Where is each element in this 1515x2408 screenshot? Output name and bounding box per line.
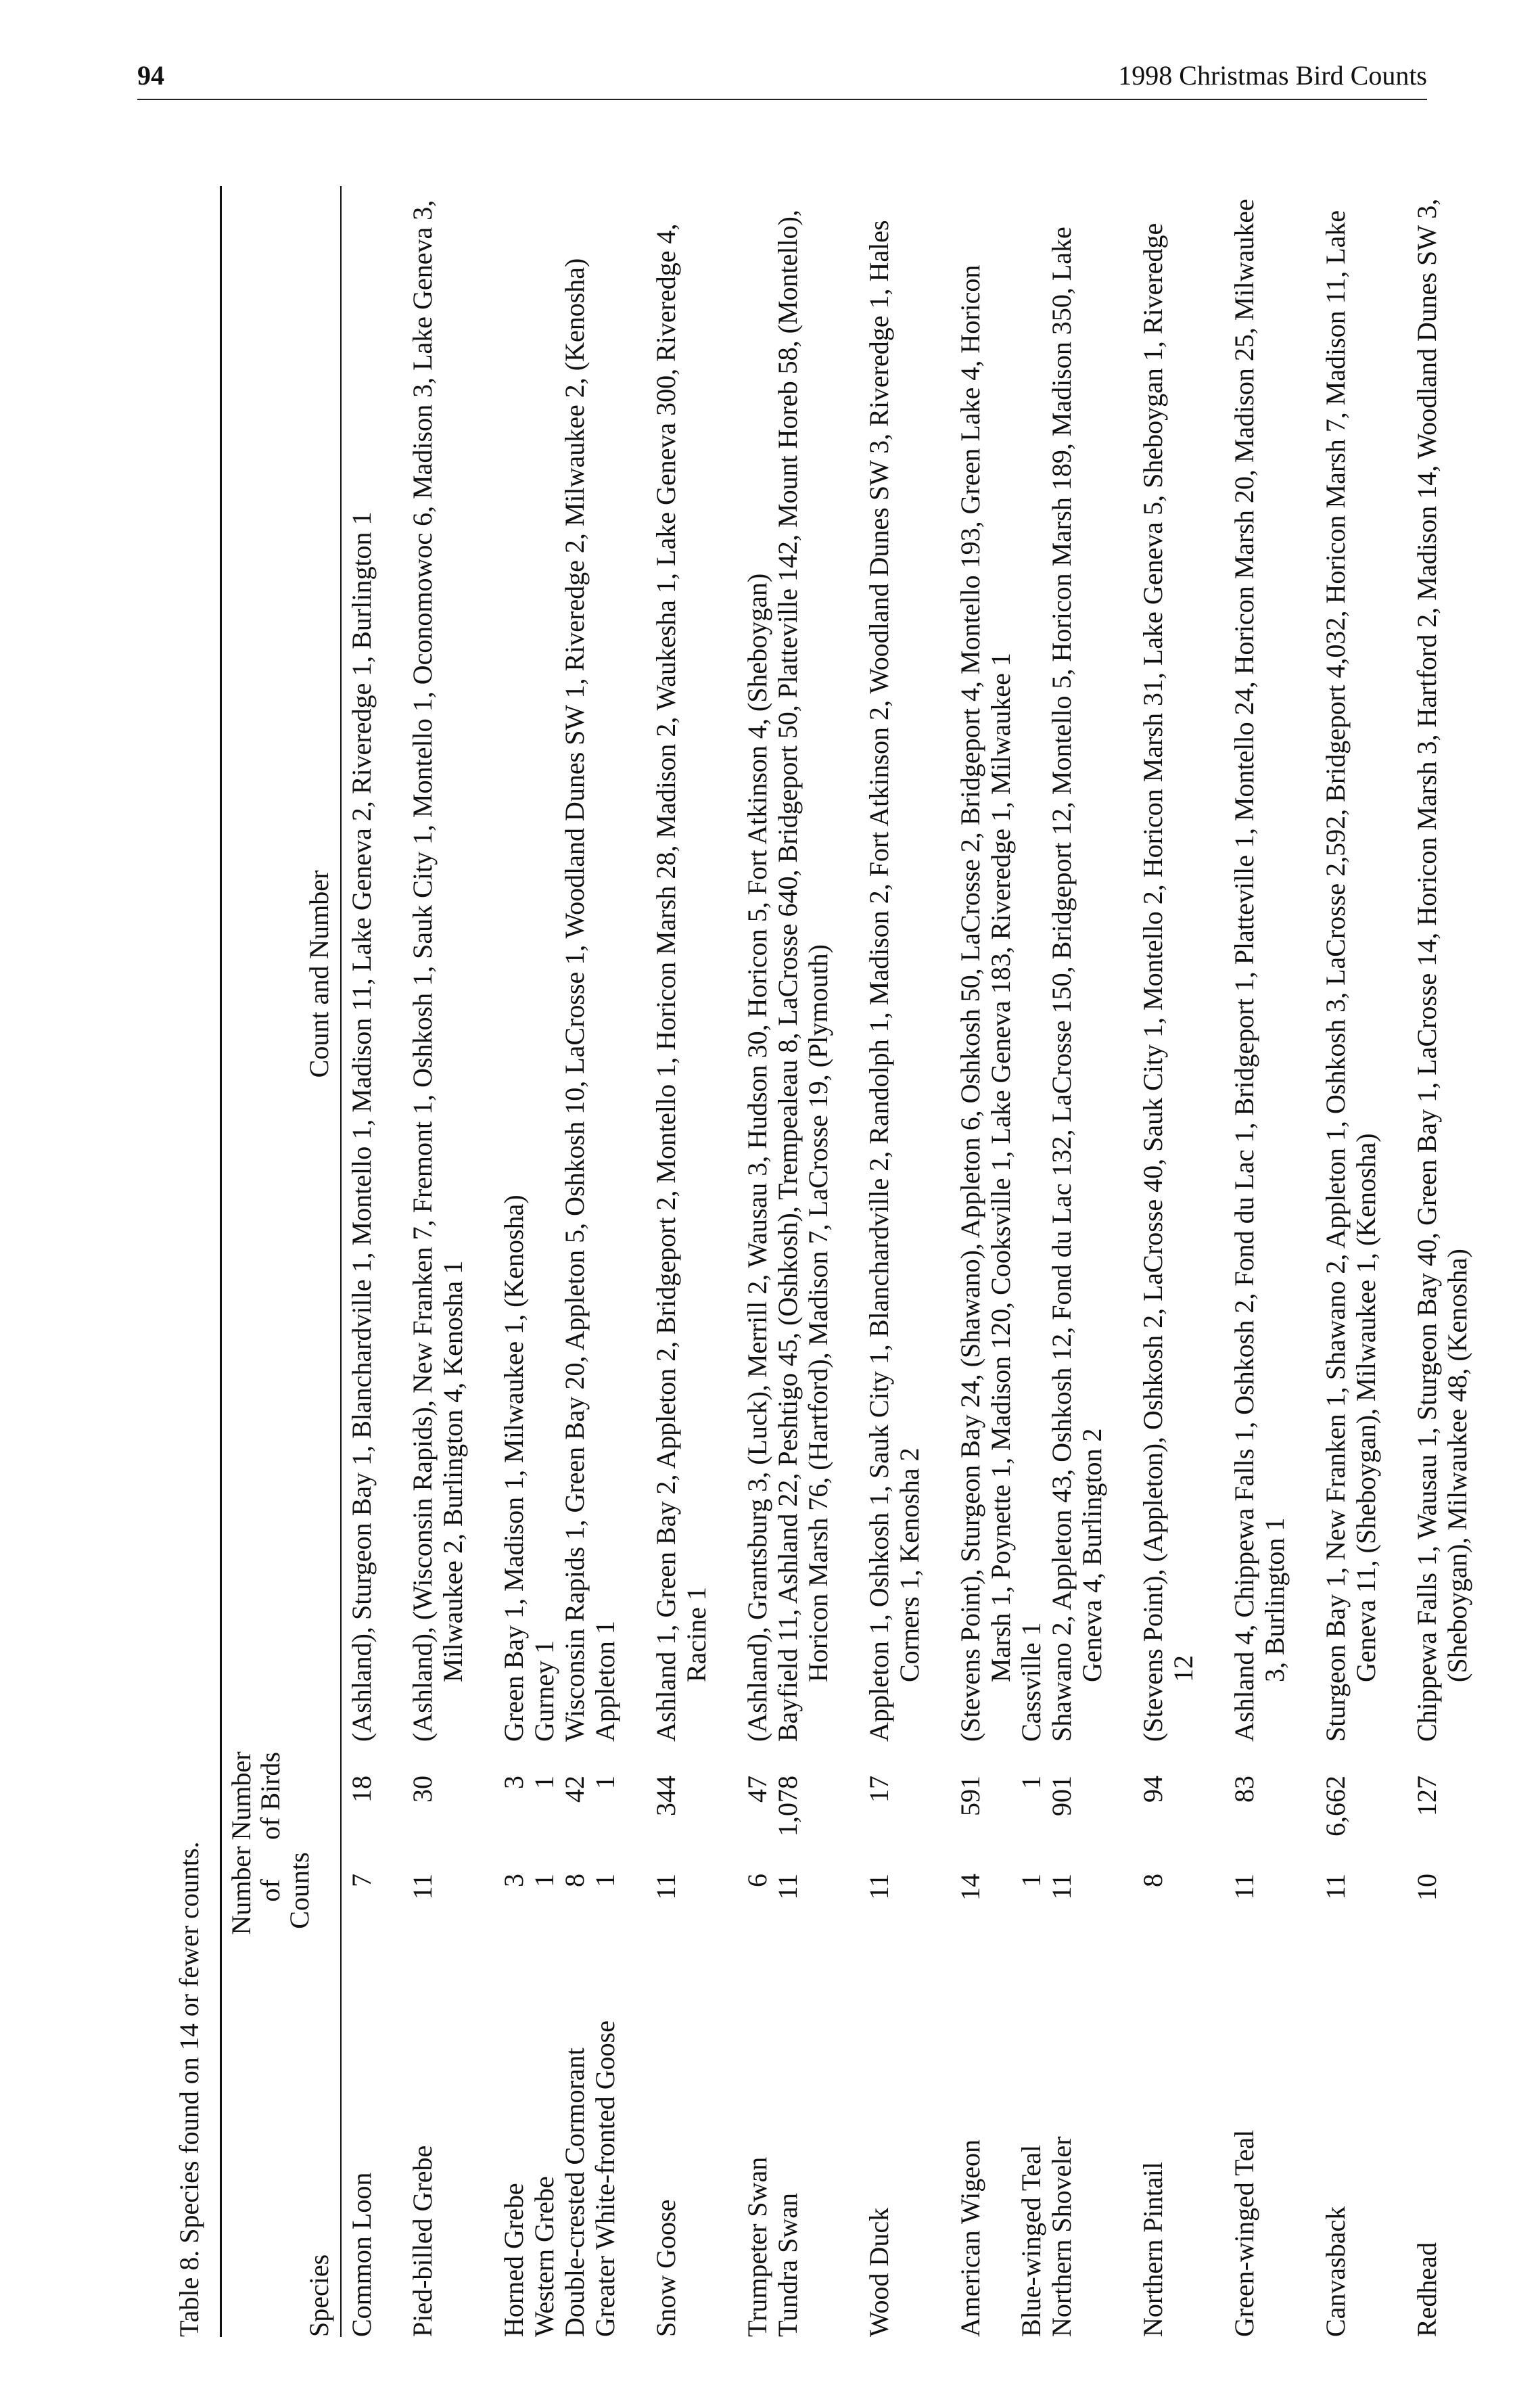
table-row — [955, 186, 1016, 2337]
birds-cell: 83 — [1229, 1776, 1259, 1803]
birds-cell: 30 — [407, 1776, 438, 1803]
birds-cell: 1 — [590, 1776, 620, 1789]
species-cell: Northern Pintail — [1138, 2162, 1168, 2337]
count-and-number-cell: Wisconsin Rapids 1, Green Bay 20, Appleton 5, Oshkosh 10, LaCrosse 1, Woodland Dunes SW 1, Riveredge 2, Milwaukee 2, (Kenosha) — [559, 258, 590, 1742]
birds-cell: 1 — [529, 1776, 559, 1789]
count-and-number-cell: Green Bay 1, Madison 1, Milwaukee 1, (Kenosha) — [498, 1195, 529, 1742]
count-and-number-cell: Appleton 1, Oshkosh 1, Sauk City 1, Blanchardville 2, Randolph 1, Madison 2, Fort Atkinson 2, Woodland Dunes SW 3, Riveredge 1, Hales Corners 1, Kenosha 2 — [864, 220, 925, 1742]
birds-cell: 344 — [651, 1776, 681, 1816]
species-table — [169, 186, 1472, 2337]
table-row — [1320, 186, 1381, 2337]
counts-cell: 1 — [590, 1874, 620, 1887]
table-row — [1046, 186, 1107, 2337]
table-row — [346, 186, 377, 2337]
count-and-number-cell: Chippewa Falls 1, Wausau 1, Sturgeon Bay 40, Green Bay 1, LaCrosse 14, Horicon Marsh 3, Hartford 2, Madison 14, Woodland Dunes SW 3, (Sheboygan), Milwaukee 48, (Kenosha) — [1412, 198, 1472, 1742]
count-and-number-cell: (Ashland), Sturgeon Bay 1, Blanchardville 1, Montello 1, Madison 11, Lake Geneva 2, Riveredge 1, Burlington 1 — [346, 511, 377, 1742]
species-cell: Horned Grebe — [498, 2183, 529, 2337]
counts-cell: 3 — [498, 1874, 529, 1887]
birds-cell: 591 — [955, 1776, 985, 1816]
count-and-number-cell: (Stevens Point), (Appleton), Oshkosh 2, LaCrosse 40, Sauk City 1, Montello 2, Horicon Marsh 31, Lake Geneva 5, Sheboygan 1, Riveredge 12 — [1138, 223, 1198, 1742]
table-row — [864, 186, 925, 2337]
count-and-number-cell: Shawano 2, Appleton 43, Oshkosh 12, Fond du Lac 132, LaCrosse 150, Bridgeport 12, Montello 5, Horicon Marsh 189, Madison 350, Lake Geneva 4, Burlington 2 — [1046, 227, 1107, 1742]
table-body — [346, 186, 1472, 2337]
table-row — [1229, 186, 1290, 2337]
table-top-rule — [220, 186, 222, 2337]
birds-cell: 1,078 — [772, 1776, 803, 1836]
species-cell: Trumpeter Swan — [742, 2156, 772, 2337]
counts-cell: 11 — [651, 1874, 681, 1900]
species-cell: American Wigeon — [955, 2139, 985, 2337]
count-and-number-cell: (Stevens Point), Sturgeon Bay 24, (Shawano), Appleton 6, Oshkosh 50, LaCrosse 2, Bridgeport 4, Montello 193, Green Lake 4, Horicon Marsh 1, Poynette 1, Madison 120, Cooksville 1, Lake Geneva 183, Riveredge 1, Milwaukee 1 — [955, 264, 1016, 1742]
count-and-number-cell: Bayfield 11, Ashland 22, Peshtigo 45, (Oshkosh), Trempealeau 8, LaCrosse 640, Bridgeport 50, Platteville 142, Mount Horeb 58, (Montello), Horicon Marsh 76, (Hartford), Madison 7, LaCrosse 19, (Plymouth) — [772, 210, 833, 1742]
species-cell: Pied-billed Grebe — [407, 2145, 438, 2337]
table-row — [651, 186, 712, 2337]
counts-cell: 1 — [1016, 1874, 1046, 1887]
species-cell: Tundra Swan — [772, 2193, 803, 2337]
species-cell: Greater White-fronted Goose — [590, 2020, 620, 2337]
species-cell: Western Grebe — [529, 2176, 559, 2337]
species-cell: Northern Shoveler — [1046, 2136, 1077, 2337]
birds-cell: 47 — [742, 1776, 772, 1803]
table-row — [742, 186, 772, 2337]
species-cell: Blue-winged Teal — [1016, 2144, 1046, 2337]
counts-cell: 11 — [1320, 1874, 1351, 1900]
counts-cell: 8 — [1138, 1874, 1168, 1887]
counts-cell: 11 — [772, 1874, 803, 1900]
counts-cell: 8 — [559, 1874, 590, 1887]
count-and-number-cell: Sturgeon Bay 1, New Franken 1, Shawano 2, Appleton 1, Oshkosh 3, LaCrosse 2,592, Bridgeport 4,032, Horicon Marsh 7, Madison 11, Lake Geneva 11, (Sheboygan), Milwaukee 1, (Kenosha) — [1320, 210, 1381, 1742]
table-row — [1138, 186, 1198, 2337]
table-row — [498, 186, 529, 2337]
running-header — [137, 60, 1427, 101]
table-row — [590, 186, 620, 2337]
table-row — [529, 186, 559, 2337]
counts-cell: 11 — [864, 1874, 894, 1900]
running-title: 1998 Christmas Bird Counts — [1118, 60, 1427, 91]
counts-cell: 11 — [1046, 1874, 1077, 1900]
species-cell: Redhead — [1412, 2242, 1442, 2337]
table-row — [407, 186, 468, 2337]
counts-cell: 10 — [1412, 1874, 1442, 1901]
count-and-number-cell: (Ashland), (Wisconsin Rapids), New Franken 7, Fremont 1, Oshkosh 1, Sauk City 1, Montello 1, Oconomowoc 6, Madison 3, Lake Geneva 3, Milwaukee 2, Burlington 4, Kenosha 1 — [407, 200, 468, 1742]
species-cell: Canvasback — [1320, 2206, 1351, 2337]
page-number: 94 — [137, 60, 164, 91]
species-cell: Green-winged Teal — [1229, 2129, 1259, 2337]
birds-cell: 18 — [346, 1776, 377, 1803]
header-species: Species — [304, 2254, 334, 2337]
counts-cell: 11 — [407, 1874, 438, 1900]
table-header-rule — [340, 186, 342, 2337]
counts-cell: 11 — [1229, 1874, 1259, 1900]
counts-cell: 1 — [529, 1874, 559, 1887]
header-number-of-counts: Number of Counts — [226, 1846, 315, 1935]
count-and-number-cell: (Ashland), Grantsburg 3, (Luck), Merrill 2, Wausau 3, Hudson 30, Horicon 5, Fort Atkinson 4, (Sheboygan) — [742, 573, 772, 1742]
species-cell: Wood Duck — [864, 2207, 894, 2337]
count-and-number-cell: Appleton 1 — [590, 1621, 620, 1742]
table-row — [1412, 186, 1472, 2337]
header-count-and-number: Count and Number — [304, 870, 334, 1078]
birds-cell: 94 — [1138, 1776, 1168, 1803]
birds-cell: 6,662 — [1320, 1776, 1351, 1836]
species-cell: Double-crested Cormorant — [559, 2047, 590, 2337]
table-row — [559, 186, 590, 2337]
species-cell: Common Loon — [346, 2172, 377, 2337]
count-and-number-cell: Gurney 1 — [529, 1640, 559, 1742]
birds-cell: 127 — [1412, 1776, 1442, 1816]
count-and-number-cell: Cassville 1 — [1016, 1622, 1046, 1742]
species-cell: Snow Goose — [651, 2199, 681, 2337]
header-rule — [137, 99, 1427, 100]
table-row — [1016, 186, 1046, 2337]
counts-cell: 14 — [955, 1874, 985, 1901]
count-and-number-cell: Ashland 1, Green Bay 2, Appleton 2, Bridgeport 2, Montello 1, Horicon Marsh 28, Madison 2, Waukesha 1, Lake Geneva 300, Riveredge 4, Racine 1 — [651, 223, 712, 1742]
birds-cell: 42 — [559, 1776, 590, 1803]
counts-cell: 6 — [742, 1874, 772, 1887]
table-caption: Table 8. Species found on 14 or fewer counts. — [174, 1841, 204, 2337]
table-row — [772, 186, 833, 2337]
counts-cell: 7 — [346, 1874, 377, 1887]
birds-cell: 17 — [864, 1776, 894, 1803]
birds-cell: 901 — [1046, 1776, 1077, 1816]
header-number-of-birds: Number of Birds — [226, 1751, 286, 1840]
birds-cell: 3 — [498, 1776, 529, 1789]
birds-cell: 1 — [1016, 1776, 1046, 1789]
count-and-number-cell: Ashland 4, Chippewa Falls 1, Oshkosh 2, Fond du Lac 1, Bridgeport 1, Platteville 1, Montello 24, Horicon Marsh 20, Madison 25, Milwaukee 3, Burlington 1 — [1229, 199, 1290, 1742]
